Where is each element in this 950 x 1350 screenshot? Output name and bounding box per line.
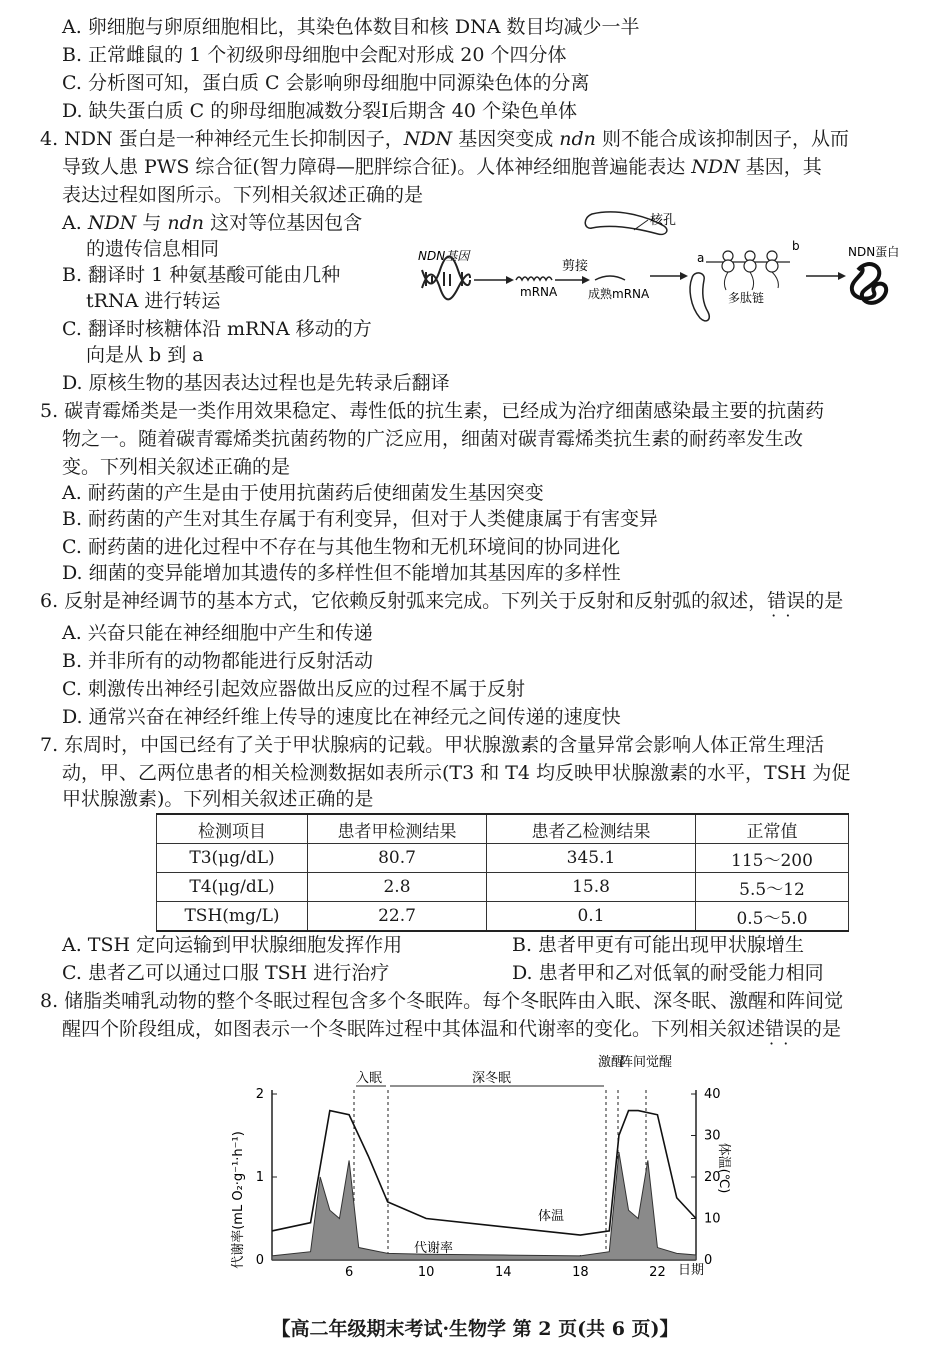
x-tick-label: 18 bbox=[572, 1265, 589, 1280]
q4-option-c-cont: 向是从 b 到 a bbox=[86, 344, 204, 366]
q5-option-a: A. 耐药菌的产生是由于使用抗菌药后使细菌发生基因突变 bbox=[62, 482, 544, 504]
nuclear-pore-label: 核孔 bbox=[650, 213, 677, 228]
table-cell: 22.7 bbox=[308, 902, 487, 932]
table-header: 患者甲检测结果 bbox=[308, 814, 487, 844]
table-cell: 80.7 bbox=[308, 844, 487, 873]
mrna-label: mRNA bbox=[520, 285, 558, 299]
q5-option-b: B. 耐药菌的产生对其生存属于有利变异，但对于人类健康属于有害变异 bbox=[62, 508, 659, 530]
mature-mrna-label: 成熟mRNA bbox=[588, 287, 650, 301]
y-left-tick-label: 1 bbox=[255, 1170, 264, 1185]
y-right-tick-label: 10 bbox=[704, 1211, 721, 1227]
hibernation-chart bbox=[226, 1050, 731, 1290]
q4-option-a: A. NDN 与 ndn 这对等位基因包含 bbox=[62, 212, 363, 234]
ndn-gene-label: NDN基因 bbox=[418, 249, 470, 263]
thyroid-test-table bbox=[156, 813, 849, 932]
q7-option-c: C. 患者乙可以通过口服 TSH 进行治疗 bbox=[62, 962, 390, 984]
gene-expression-diagram bbox=[410, 200, 915, 330]
q5-option-d: D. 细菌的变异能增加其遗传的多样性但不能增加其基因库的多样性 bbox=[62, 562, 621, 584]
table-header: 患者乙检测结果 bbox=[487, 814, 696, 844]
table-cell: 0.5～5.0 bbox=[696, 902, 849, 932]
x-tick-label: 6 bbox=[344, 1265, 354, 1280]
series-label-temp: 体温 bbox=[538, 1209, 565, 1224]
q6-option-a: A. 兴奋只能在神经细胞中产生和传递 bbox=[62, 622, 373, 644]
q6-stem: 6. 反射是神经调节的基本方式，它依赖反射弧来完成。下列关于反射和反射弧的叙述，错误 · ·的是 bbox=[40, 588, 843, 614]
y-left-tick-label: 2 bbox=[255, 1087, 264, 1102]
phase-label: 入眠 bbox=[356, 1071, 383, 1086]
y-left-tick-label: 0 bbox=[255, 1253, 264, 1268]
phase-label: 阵间觉醒 bbox=[620, 1055, 673, 1070]
table-row bbox=[157, 844, 849, 873]
q8-stem-line2: 醒四个阶段组成，如图表示一个冬眠阵过程中其体温和代谢率的变化。下列相关叙述错误 · ·的是 bbox=[62, 1016, 841, 1042]
q4-stem-line3: 表达过程如图所示。下列相关叙述正确的是 bbox=[62, 184, 424, 206]
table-cell: T3(μg/dL) bbox=[157, 844, 308, 873]
q7-option-a: A. TSH 定向运输到甲状腺细胞发挥作用 bbox=[62, 934, 403, 956]
q6-option-d: D. 通常兴奋在神经纤维上传导的速度比在神经元之间传递的速度快 bbox=[62, 706, 621, 728]
ndn-protein-icon bbox=[852, 264, 886, 303]
y-right-tick-label: 0 bbox=[704, 1253, 713, 1268]
polypeptide-chains bbox=[724, 272, 778, 290]
q4-option-b-cont: tRNA 进行转运 bbox=[86, 290, 221, 312]
x-tick-label: 10 bbox=[417, 1265, 435, 1280]
q6-option-c: C. 刺激传出神经引起效应器做出反应的过程不属于反射 bbox=[62, 678, 525, 700]
y-right-tick-label: 30 bbox=[704, 1128, 721, 1144]
phase-label: 深冬眠 bbox=[472, 1071, 512, 1086]
x-axis-label: 日期 bbox=[678, 1263, 705, 1278]
table-header: 正常值 bbox=[696, 814, 849, 844]
table-header: 检测项目 bbox=[157, 814, 308, 844]
series-label-metabolic: 代谢率 bbox=[414, 1241, 454, 1256]
table-cell: 15.8 bbox=[487, 873, 696, 902]
q4-option-a-cont: 的遗传信息相同 bbox=[86, 238, 220, 260]
q4-option-c: C. 翻译时核糖体沿 mRNA 移动的方 bbox=[62, 318, 372, 340]
q5-stem-line3: 变。下列相关叙述正确的是 bbox=[62, 456, 291, 478]
splice-label: 剪接 bbox=[562, 259, 589, 274]
left-axis-label: 代谢率(mL O₂·g⁻¹·h⁻¹) bbox=[231, 1131, 246, 1269]
q6-option-b: B. 并非所有的动物都能进行反射活动 bbox=[62, 650, 374, 672]
right-axis-label: 体温(℃) bbox=[716, 1142, 731, 1194]
table-cell: 115～200 bbox=[696, 844, 849, 873]
q3-option-c: C. 分析图可知，蛋白质 C 会影响卵母细胞中同源染色体的分离 bbox=[62, 72, 590, 94]
phase-label: 激醒 bbox=[598, 1055, 625, 1070]
mature-mrna-icon bbox=[595, 276, 625, 280]
x-tick-label: 22 bbox=[649, 1265, 666, 1280]
table-cell: TSH(mg/L) bbox=[157, 902, 308, 932]
q7-option-d: D. 患者甲和乙对低氧的耐受能力相同 bbox=[512, 962, 824, 984]
emphasis-wrong: 错误 · · bbox=[767, 590, 805, 612]
table-cell: 0.1 bbox=[487, 902, 696, 932]
q5-stem-line2: 物之一。随着碳青霉烯类抗菌药物的广泛应用，细菌对碳青霉烯类抗生素的耐药率发生改 bbox=[62, 428, 804, 450]
metabolic-rate-area bbox=[272, 1152, 696, 1260]
polypeptide-label: 多肽链 bbox=[728, 291, 765, 305]
q3-option-b: B. 正常雌鼠的 1 个初级卵母细胞中会配对形成 20 个四分体 bbox=[62, 44, 567, 66]
table-cell: 5.5～12 bbox=[696, 873, 849, 902]
y-right-tick-label: 20 bbox=[704, 1170, 721, 1185]
q4-option-b: B. 翻译时 1 种氨基酸可能由几种 bbox=[62, 264, 341, 286]
q5-stem-line1: 5. 碳青霉烯类是一类作用效果稳定、毒性低的抗生素，已经成为治疗细菌感染最主要的抗菌药 bbox=[40, 400, 825, 422]
q4-stem-line1: 4. NDN 蛋白是一种神经元生长抑制因子，NDN 基因突变成 ndn 则不能合成该抑制因子，从而 bbox=[40, 128, 849, 150]
table-cell: 345.1 bbox=[487, 844, 696, 873]
table-cell: T4(μg/dL) bbox=[157, 873, 308, 902]
y-right-tick-label: 40 bbox=[704, 1087, 721, 1102]
q7-stem-line2: 动，甲、乙两位患者的相关检测数据如表所示(T3 和 T4 均反映甲状腺激素的水平，TSH 为促 bbox=[62, 762, 851, 784]
table-cell: 2.8 bbox=[308, 873, 487, 902]
q3-option-a: A. 卵细胞与卵原细胞相比，其染色体数目和核 DNA 数目均减少一半 bbox=[62, 16, 640, 38]
ndn-protein-label: NDN蛋白 bbox=[848, 245, 900, 259]
mrna-end-b-label: b bbox=[792, 239, 800, 253]
page-footer: 【高二年级期末考试·生物学 第 2 页(共 6 页)】 bbox=[271, 1318, 679, 1340]
q4-option-d: D. 原核生物的基因表达过程也是先转录后翻译 bbox=[62, 372, 450, 394]
table-row bbox=[157, 873, 849, 902]
q3-option-d: D. 缺失蛋白质 C 的卵母细胞减数分裂Ⅰ后期含 40 个染色单体 bbox=[62, 100, 578, 122]
pre-mrna-icon bbox=[516, 277, 552, 280]
x-tick-label: 14 bbox=[494, 1265, 512, 1280]
q7-stem-line1: 7. 东周时，中国已经有了关于甲状腺病的记载。甲状腺激素的含量异常会影响人体正常生理活 bbox=[40, 734, 825, 756]
q7-stem-line3: 甲状腺激素)。下列相关叙述正确的是 bbox=[62, 788, 374, 810]
q5-option-c: C. 耐药菌的进化过程中不存在与其他生物和无机环境间的协同进化 bbox=[62, 536, 620, 558]
nuclear-envelope-bottom bbox=[690, 273, 709, 321]
table-header-row bbox=[157, 814, 849, 844]
q4-stem-line2: 导致人患 PWS 综合征(智力障碍—肥胖综合征)。人体神经细胞普遍能表达 NDN 基因，其 bbox=[62, 156, 822, 178]
table-row bbox=[157, 902, 849, 932]
phase-dividers bbox=[354, 1090, 646, 1260]
q8-stem-line1: 8. 储脂类哺乳动物的整个冬眠过程包含多个冬眠阵。每个冬眠阵由入眠、深冬眠、激醒和阵间觉 bbox=[40, 990, 844, 1012]
ribosome-icons bbox=[722, 251, 778, 272]
mrna-end-a-label: a bbox=[697, 251, 705, 265]
emphasis-wrong: 错误 · · bbox=[765, 1018, 803, 1040]
q7-option-b: B. 患者甲更有可能出现甲状腺增生 bbox=[512, 934, 805, 956]
